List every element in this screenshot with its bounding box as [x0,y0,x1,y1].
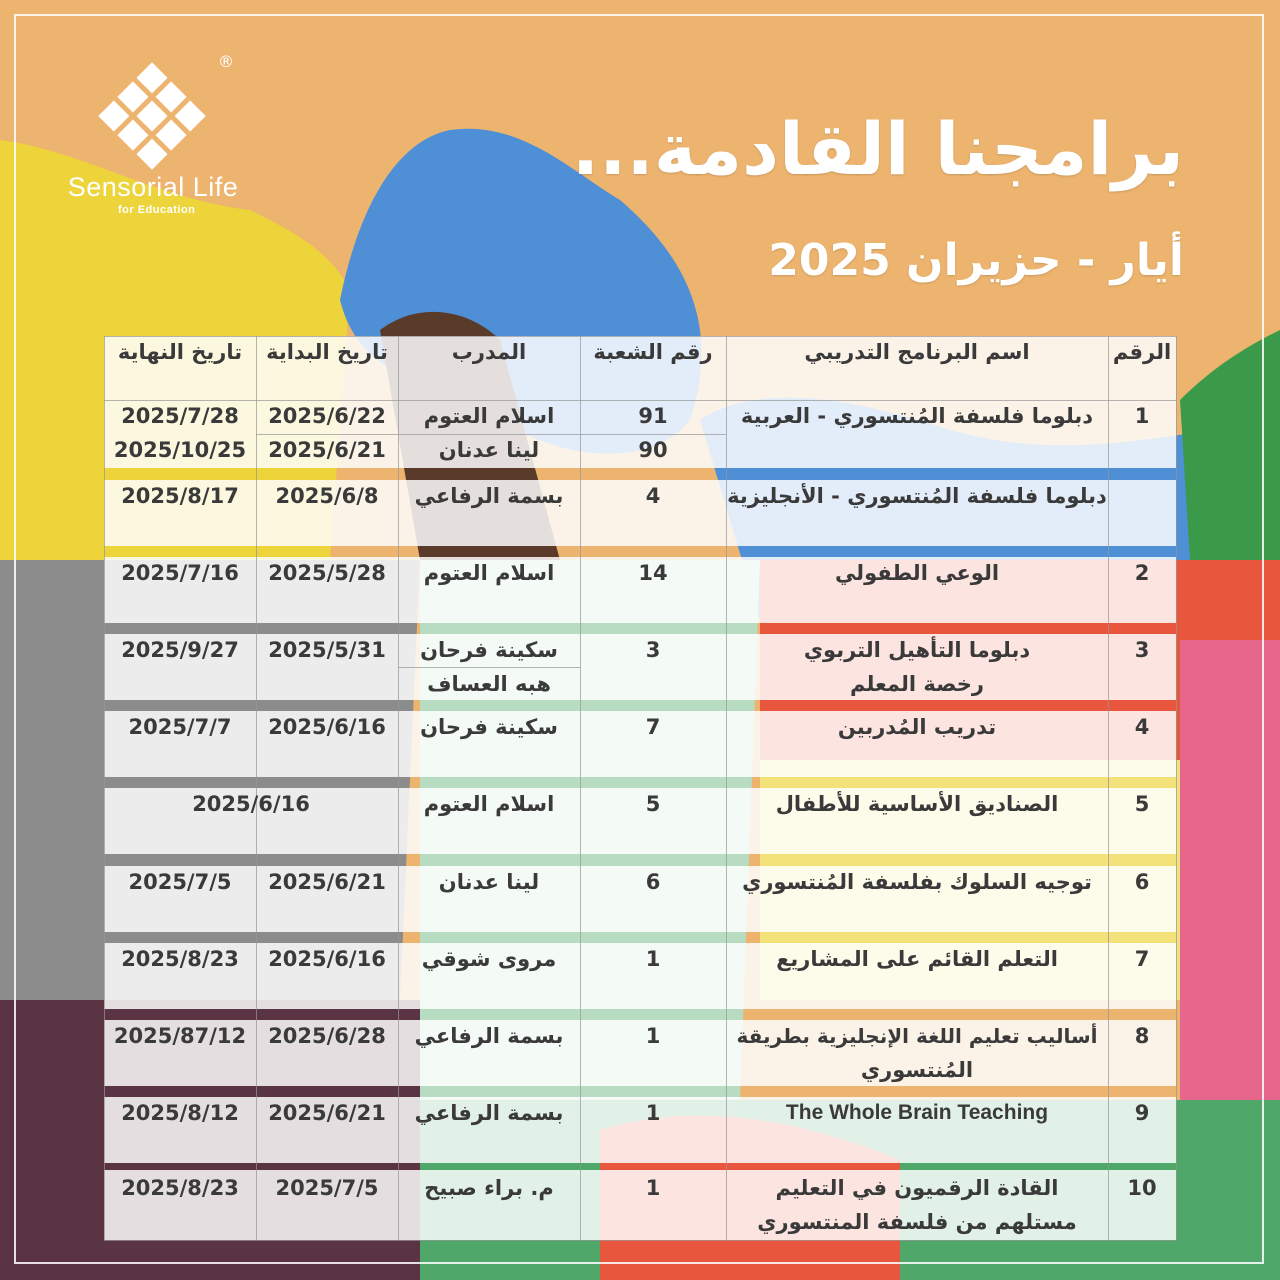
cell-start: 2025/6/16 [268,947,386,971]
cell-no: 1 [1134,404,1150,428]
cell-no: 3 [1134,638,1150,662]
header-no: الرقم [1112,340,1172,364]
cell-program: دبلوما التأهيل التربوي [803,638,1031,662]
cell-start: 2025/6/21 [268,438,386,462]
cell-end: 2025/8/23 [121,1176,239,1200]
cell-section: 1 [645,1024,661,1048]
cell-trainer: اسلام العتوم [423,792,555,816]
cell-start: 2025/6/16 [268,715,386,739]
cell-trainer: سكينة فرحان [420,638,558,662]
table-rule [1176,336,1177,1240]
cell-end: 2025/7/28 [121,404,239,428]
cell-end: 2025/10/25 [113,438,247,462]
page-title: برامجنا القادمة... [571,107,1184,191]
cell-program-line2: المُنتسوري [860,1058,974,1082]
cell-no: 6 [1134,870,1150,894]
cell-trainer: سكينة فرحان [420,715,558,739]
cell-program: القادة الرقميون في التعليم [775,1176,1059,1200]
cell-section: 1 [645,1176,661,1200]
cell-program: دبلوما فلسفة المُنتسوري - الأنجليزية [727,484,1107,508]
header-section: رقم الشعبة [593,340,713,364]
brand-name: Sensorial Life [67,172,239,202]
cell-program: التعلم القائم على المشاريع [776,947,1058,971]
cell-trainer: اسلام العتوم [423,404,555,428]
cell-trainer: بسمة الرفاعي [414,1024,564,1048]
cell-section: 7 [645,715,661,739]
header-program: اسم البرنامج التدريبي [804,340,1030,364]
cell-start: 2025/6/21 [268,1101,386,1125]
cell-section: 14 [638,561,668,585]
cell-program-line2: مستلهم من فلسفة المنتسوري [757,1210,1077,1234]
cell-end: 2025/8/23 [121,947,239,971]
cell-start: 2025/5/28 [268,561,386,585]
cell-no: 10 [1127,1176,1157,1200]
cell-program: أساليب تعليم اللغة الإنجليزية بطريقة [736,1024,1098,1048]
cell-start: 2025/7/5 [275,1176,379,1200]
registered-mark: ® [218,52,234,71]
cell-end: 2025/8/12 [121,1101,239,1125]
cell-date-merged: 2025/6/16 [192,792,310,816]
cell-end: 2025/8/17 [121,484,239,508]
brand-tagline: for Education [118,204,196,216]
table-rule [104,1240,1176,1241]
cell-section: 91 [638,404,668,428]
cell-trainer: هبه العساف [427,672,551,696]
header-start: تاريخ البداية [266,340,388,364]
cell-no: 9 [1134,1101,1150,1125]
cell-trainer: بسمة الرفاعي [414,484,564,508]
cell-section: 5 [645,792,661,816]
cell-end: 2025/7/16 [121,561,239,585]
cell-section: 6 [645,870,661,894]
cell-no: 8 [1134,1024,1150,1048]
cell-section: 90 [638,438,668,462]
cell-start: 2025/6/21 [268,870,386,894]
cell-no: 7 [1134,947,1150,971]
cell-trainer: لينا عدنان [438,870,540,894]
cell-program-line2: رخصة المعلم [849,672,985,696]
cell-end: 2025/7/7 [128,715,232,739]
cell-trainer: مروى شوقي [421,947,557,971]
cell-start: 2025/6/8 [275,484,379,508]
header-trainer: المدرب [451,340,527,364]
cell-section: 3 [645,638,661,662]
cell-end: 2025/7/5 [128,870,232,894]
header-end: تاريخ النهاية [117,340,243,364]
cell-start: 2025/6/22 [268,404,386,428]
cell-no: 2 [1134,561,1150,585]
cell-no: 5 [1134,792,1150,816]
cell-start: 2025/5/31 [268,638,386,662]
cell-program: الوعي الطفولي [834,561,1000,585]
cell-section: 1 [645,947,661,971]
cell-trainer: اسلام العتوم [423,561,555,585]
cell-end: 2025/9/27 [121,638,239,662]
cell-trainer: م. براء صبيح [424,1176,554,1200]
cell-program: The Whole Brain Teaching [785,1101,1049,1124]
cell-trainer: لينا عدنان [438,438,540,462]
cell-program: دبلوما فلسفة المُنتسوري - العربية [740,404,1094,428]
cell-program: توجيه السلوك بفلسفة المُنتسوري [742,870,1092,894]
cell-section: 1 [645,1101,661,1125]
cell-end: 2025/87/12 [113,1024,247,1048]
cell-program: تدريب المُدربين [837,715,997,739]
cell-program: الصناديق الأساسية للأطفال [775,792,1059,816]
cell-section: 4 [645,484,661,508]
cell-start: 2025/6/28 [268,1024,386,1048]
cell-trainer: بسمة الرفاعي [414,1101,564,1125]
page-subtitle: أيار - حزيران 2025 [768,235,1184,286]
cell-no: 4 [1134,715,1150,739]
